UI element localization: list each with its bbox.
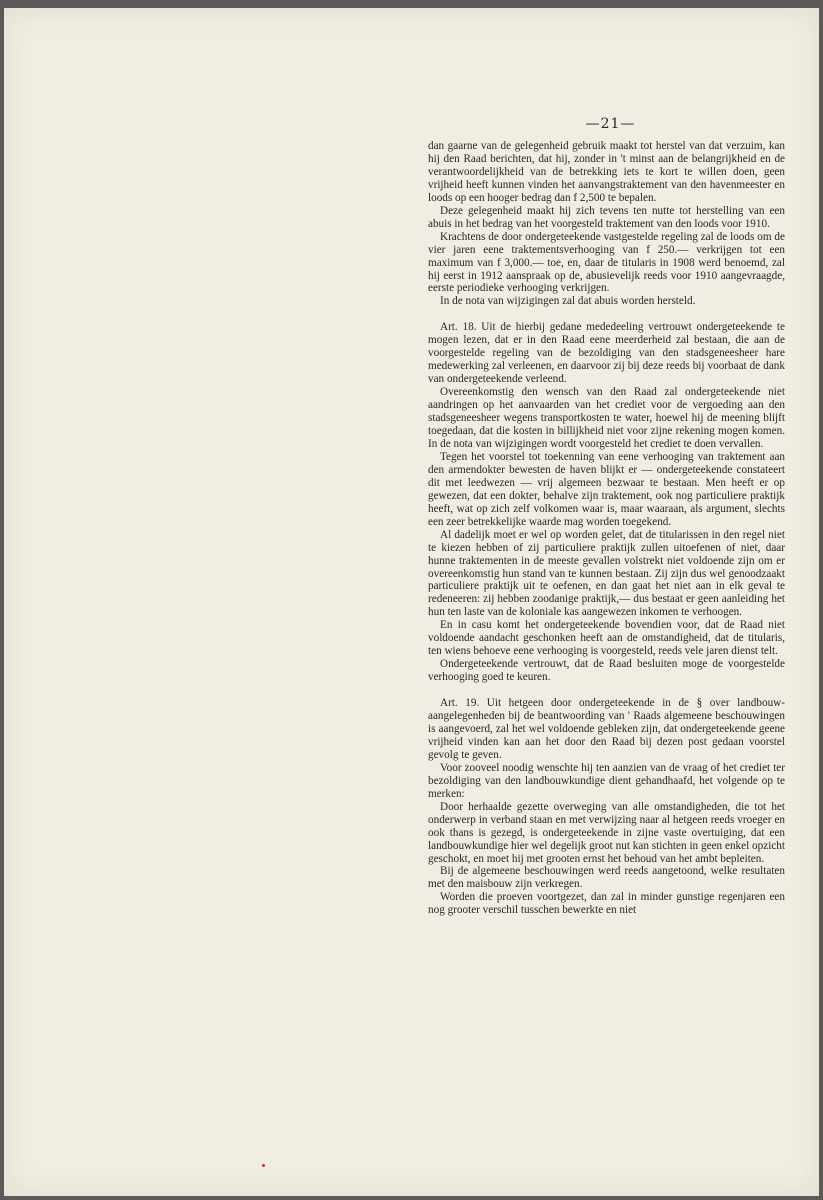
paragraph: Art. 19. Uit hetgeen door ondergeteekende in de § over landbouw-aangelegenheden bij de beantwoording van ' Raads algemeene beschouwingen is aangevoerd, zal het wel voldoende gebleken zijn, dat ondergeteekende geene vrijheid vinden kan aan het door den Raad bij dezen post gedaan voorstel gevolg te geven. [428,697,785,761]
paragraph: Tegen het voorstel tot toekenning van eene verhooging van traktement aan den armendokter bewesten de haven blijkt er — ondergeteekende constateert dit met leedwezen — vrij algemeen bezwaar te bestaan. Men heeft er op gewezen, dat een dokter, behalve zijn traktement, ook nog particuliere praktijk heeft, wat op zich zelf volkomen waar is, maar waaraan, als argument, slechts een zeer betrekkelijke waarde mag worden toegekend. [428,450,785,528]
paragraph: Deze gelegenheid maakt hij zich tevens ten nutte tot herstelling van een abuis in het bedrag van het voorgesteld traktement van den loods voor 1910. [428,204,785,230]
paragraph: dan gaarne van de gelegenheid gebruik maakt tot herstel van dat verzuim, kan hij den Raad berichten, dat hij, zonder in 't minst aan de belangrijkheid en de verantwoordelijkheid van de betrekking iets te kort te willen doen, geen vrijheid heeft kunnen vinden het aanvangstraktement van den havenmeester en loods op een hooger bedrag dan f 2,500 te bepalen. [428,140,785,204]
paragraph: Krachtens de door ondergeteekende vastgestelde regeling zal de loods om de vier jaren eene traktementsverhooging van f 250.— verkrijgen tot een maximum van f 3,000.— toe, en, daar de titularis in 1908 werd benoemd, zal hij eerst in 1912 aanspraak op de, abusievelijk reeds voor 1910 aangevraagde, eerste periodieke verhooging verkrijgen. [428,230,785,295]
paragraph: Door herhaalde gezette overweging van alle omstandigheden, die tot het onderwerp in verband staan en met verwijzing naar al hetgeen reeds vroeger en ook thans is gezegd, is ondergeteekende in zijne vaste overtuiging, dat een landbouwkundige hier wel degelijk groot nut kan stichten in geen enkel opzicht geschokt, en moet hij met grooten ernst het behoud van het ambt bepleiten. [428,800,785,865]
paragraph: En in casu komt het ondergeteekende bovendien voor, dat de Raad niet voldoende aandacht geschonken heeft aan de omstandigheid, dat de titularis, ten wiens behoeve eene verhooging is voorgesteld, reeds vele jaren dienst telt. [428,619,785,658]
paragraph: Al dadelijk moet er wel op worden gelet, dat de titularissen in den regel niet te kiezen hebben of zij particuliere praktijk zullen uitoefenen of niet, daar hunne traktementen in de meeste gevallen volstrekt niet voldoende zijn om er overeenkomstig hun stand van te kunnen bestaan. Zij zijn dus wel genoodzaakt particuliere praktijk uit te oefenen, en dan gaat het niet aan in elk geval te redeneeren: zij hebben zoodanige praktijk,— dus bestaat er geen aanleiding het hun ten laste van de koloniale kas aangewezen inkomen te verhoogen. [428,528,785,619]
paragraph: Overeenkomstig den wensch van den Raad zal ondergeteekende niet aandringen op het aanvaarden van het crediet voor de vergoeding aan den stadsgeneesheer wegens transportkosten te water, hoewel hij de meening blijft toegedaan, dat die kosten in billijkheid niet voor zijne rekening mogen komen. In de nota van wijzigingen wordt voorgesteld het crediet te doen vervallen. [428,386,785,450]
page-number: —21— [585,116,636,132]
paragraph: Worden die proeven voortgezet, dan zal in minder gunstige regenjaren een nog grooter verschil tusschen bewerkte en niet [428,891,785,917]
text-column [428,116,785,917]
paragraph: In de nota van wijzigingen zal dat abuis worden hersteld. [440,295,696,308]
paragraph: Ondergeteekende vertrouwt, dat de Raad besluiten moge de voorgestelde verhooging goed te keuren. [428,658,785,684]
document-page [4,8,819,1196]
paragraph: Voor zooveel noodig wenschte hij ten aanzien van de vraag of het crediet ter bezoldiging van den landbouwkundige dient gehandhaafd, het volgende op te merken: [428,761,785,800]
paragraph: Art. 18. Uit de hierbij gedane mededeeling vertrouwt ondergeteekende te mogen lezen, dat er in den Raad eene meerderheid zal bestaan, die aan de voorgestelde regeling van de bezoldiging van den stadsgeneesheer hare medewerking zal verleenen, en daarvoor zij bij deze reeds bij voorbaat de dank van ondergeteekende verleend. [428,321,785,386]
paragraph: Bij de algemeene beschouwingen werd reeds aangetoond, welke resultaten met den maisbouw zijn verkregen. [428,865,785,891]
body-text [428,140,785,917]
red-ink-speck [262,1164,265,1167]
